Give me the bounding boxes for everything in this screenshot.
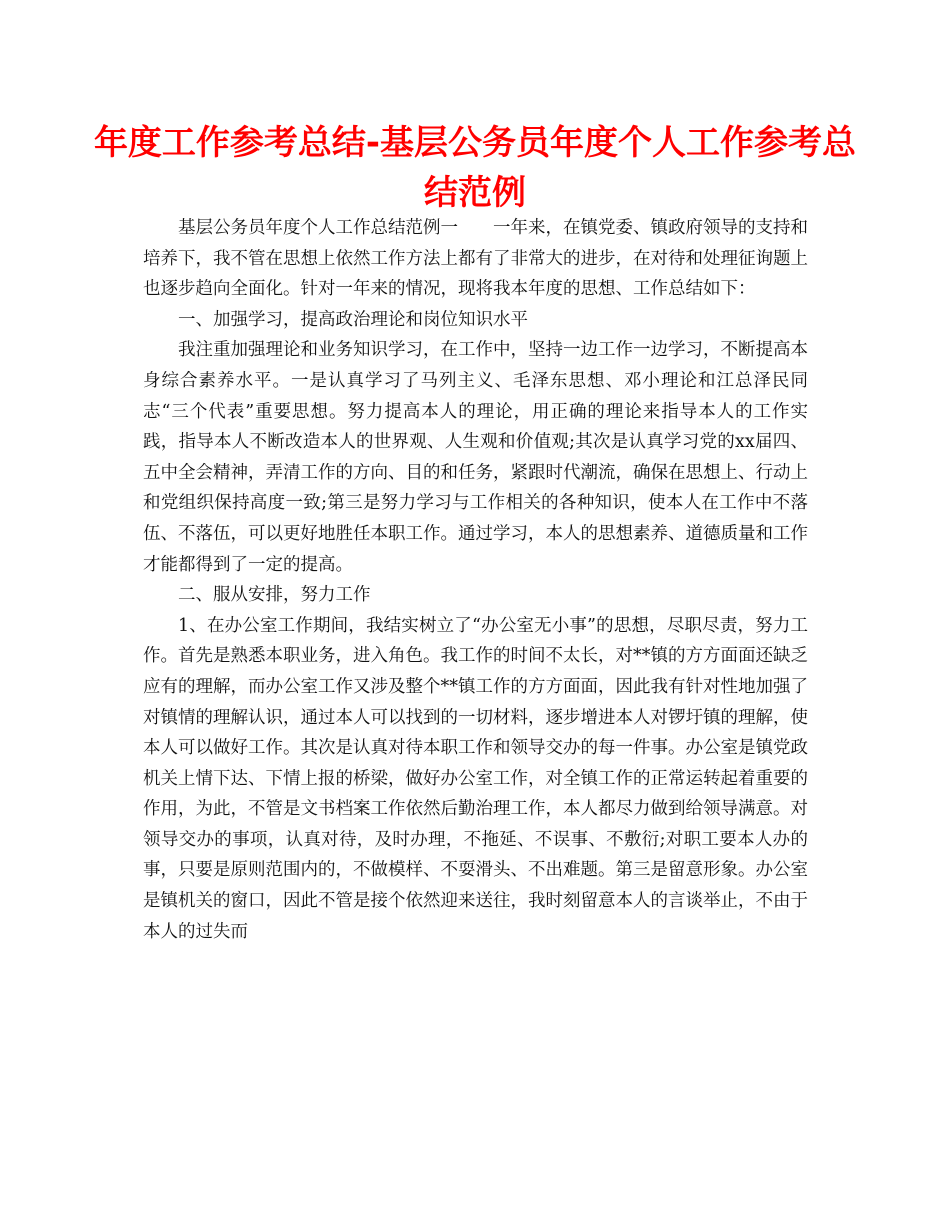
document-body [143,213,808,947]
paragraph-study: 我注重加强理论和业务知识学习，在工作中，坚持一边工作一边学习，不断提高本身综合素养水平。一是认真学习了马列主义、毛泽东思想、邓小理论和江总泽民同志“三个代表”重要思想。努力提高本人的理论，用正确的理论来指导本人的工作实践，指导本人不断改造本人的世界观、人生观和价值观;其次是认真学习党的xx届四、五中全会精神，弄清工作的方向、目的和任务，紧跟时代潮流，确保在思想上、行动上和党组织保持高度一致;第三是努力学习与工作相关的各种知识，使本人在工作中不落伍、不落伍，可以更好地胜任本职工作。通过学习，本人的思想素养、道德质量和工作才能都得到了一定的提高。 [143,340,808,575]
document-title: 年度工作参考总结-基层公务员年度个人工作参考总结范例 [93,123,857,213]
section-heading-2: 二、服从安排，努力工作 [178,585,371,606]
section-heading-1: 一、加强学习，提高政治理论和岗位知识水平 [178,309,528,330]
paragraph-office-work: 1、在办公室工作期间，我结实树立了“办公室无小事”的思想，尽职尽责，努力工作。首先是熟悉本职业务，进入角色。我工作的时间不太长，对**镇的方方面面还缺乏应有的理解，而办公室工作又涉及整个**镇工作的方方面面，因此我有针对性地加强了对镇情的理解认识，通过本人可以找到的一切材料，逐步增进本人对锣圩镇的理解，使本人可以做好工作。其次是认真对待本职工作和领导交办的每一件事。办公室是镇党政机关上情下达、下情上报的桥梁，做好办公室工作，对全镇工作的正常运转起着重要的作用，为此，不管是文书档案工作依然后勤治理工作，本人都尽力做到给领导满意。对领导交办的事项，认真对待，及时办理，不拖延、不误事、不敷衍;对职工要本人办的事，只要是原则范围内的，不做模样、不耍滑头、不出难题。第三是留意形象。办公室是镇机关的窗口，因此不管是接个依然迎来送往，我时刻留意本人的言谈举止，不由于本人的过失而 [143,615,808,942]
paragraph-intro: 基层公务员年度个人工作总结范例一 一年来，在镇党委、镇政府领导的支持和培养下，我不管在思想上依然工作方法上都有了非常大的进步，在对待和处理征询题上也逐步趋向全面化。针对一年来的情况，现将我本年度的思想、工作总结如下： [143,218,808,300]
